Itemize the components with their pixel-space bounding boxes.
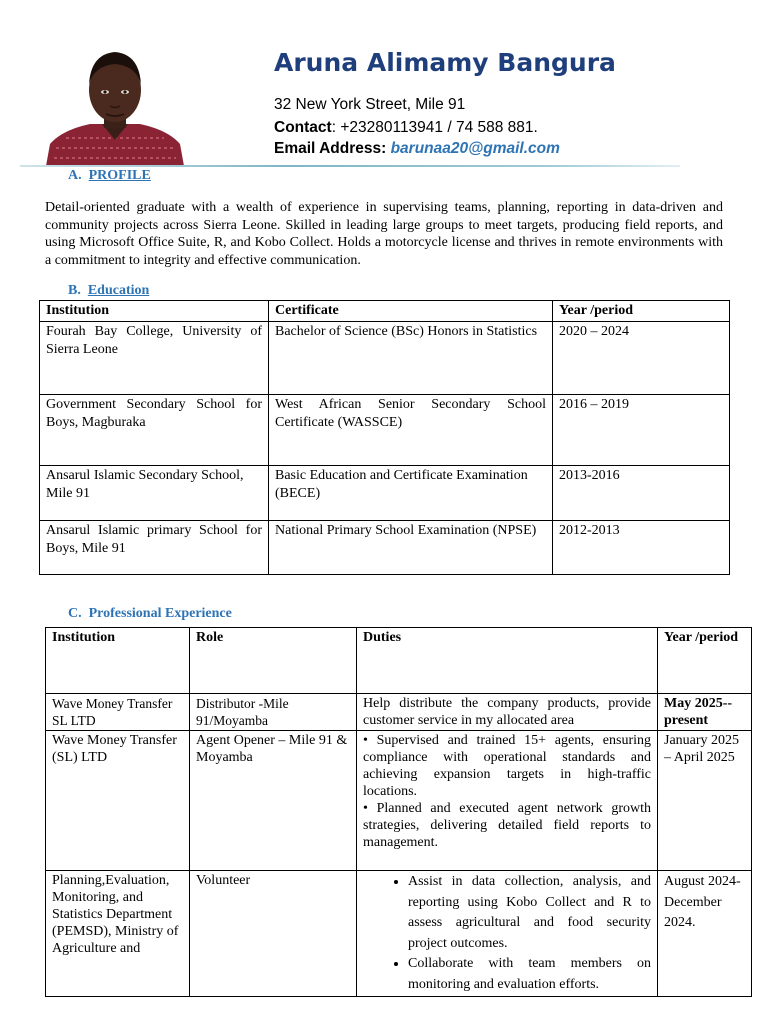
address-line: 32 New York Street, Mile 91 — [274, 96, 466, 113]
period-cell: 2012-2013 — [553, 521, 730, 575]
column-header: Institution — [46, 628, 190, 694]
section-heading-profile — [68, 168, 151, 184]
table-row — [46, 871, 752, 997]
header-divider — [20, 165, 680, 167]
education-table — [39, 300, 730, 575]
column-header: Certificate — [269, 301, 553, 322]
section-heading-education — [68, 283, 149, 299]
table-row — [40, 395, 730, 466]
period-cell: May 2025--present — [658, 694, 752, 731]
period-cell: 2013-2016 — [553, 466, 730, 521]
role-cell: Distributor -Mile 91/Moyamba — [190, 694, 357, 731]
role-cell: Agent Opener – Mile 91 & Moyamba — [190, 731, 357, 871]
email-line — [274, 140, 560, 158]
email-label: Email Address — [274, 140, 382, 157]
table-header-row — [40, 301, 730, 322]
table-header-row — [46, 628, 752, 694]
column-header: Institution — [40, 301, 269, 322]
institution-cell: Fourah Bay College, University of Sierra Leone — [40, 322, 269, 395]
contact-label: Contact — [274, 119, 332, 136]
candidate-name: Aruna Alimamy Bangura — [274, 48, 616, 77]
institution-cell: Wave Money Transfer SL LTD — [46, 694, 190, 731]
duties-cell — [357, 731, 658, 871]
table-row — [40, 322, 730, 395]
certificate-cell: Basic Education and Certificate Examination (BECE) — [269, 466, 553, 521]
period-cell: August 2024-December 2024. — [658, 871, 752, 997]
section-title: Professional Experience — [88, 606, 232, 621]
duties-cell — [357, 871, 658, 997]
certificate-cell: Bachelor of Science (BSc) Honors in Statistics — [269, 322, 553, 395]
institution-cell: Ansarul Islamic Secondary School, Mile 91 — [40, 466, 269, 521]
profile-summary: Detail-oriented graduate with a wealth of experience in supervising teams, planning, reporting in data-driven and community projects across Sierra Leone. Skilled in leading large groups to meet targets, producing field reports, and using Microsoft Office Suite, R, and Kobo Collect. Holds a motorcycle license and thrives in remote environments with a commitment to integrity and effective communication. — [45, 200, 723, 268]
list-item: • Collaborate with team members on monitoring and evaluation efforts. — [408, 954, 651, 995]
institution-cell: Planning,Evaluation, Monitoring, and Statistics Department (PEMSD), Ministry of Agriculture and — [46, 871, 190, 997]
profile-photo — [44, 44, 186, 166]
section-letter: A. — [68, 168, 82, 183]
section-letter: B. — [68, 283, 81, 298]
duty-item: • Planned and executed agent network growth strategies, delivering detailed field reports to management. — [363, 801, 651, 850]
email-separator: : — [381, 140, 387, 157]
period-cell: January 2025 – April 2025 — [658, 731, 752, 871]
period-cell: 2016 – 2019 — [553, 395, 730, 466]
table-row — [46, 731, 752, 871]
contact-line — [274, 119, 538, 137]
certificate-cell: National Primary School Examination (NPSE) — [269, 521, 553, 575]
duty-item: • Supervised and trained 15+ agents, ensuring compliance with operational standards and achieving expansion targets in high-traffic locations. — [363, 733, 651, 799]
table-row — [40, 466, 730, 521]
section-title: PROFILE — [88, 168, 151, 183]
institution-cell: Ansarul Islamic primary School for Boys, Mile 91 — [40, 521, 269, 575]
duty-list — [363, 872, 651, 995]
duties-cell: Help distribute the company products, provide customer service in my allocated area — [357, 694, 658, 731]
table-row — [46, 694, 752, 731]
column-header: Year /period — [658, 628, 752, 694]
list-item: • Assist in data collection, analysis, and reporting using Kobo Collect and R to assess agricultural and food security project outcomes. — [408, 872, 651, 954]
period-cell: 2020 – 2024 — [553, 322, 730, 395]
institution-cell: Government Secondary School for Boys, Magburaka — [40, 395, 269, 466]
certificate-cell: West African Senior Secondary School Certificate (WASSCE) — [269, 395, 553, 466]
experience-table — [45, 627, 752, 997]
column-header: Year /period — [553, 301, 730, 322]
portrait-image — [44, 44, 186, 166]
section-title: Education — [87, 283, 150, 298]
column-header: Duties — [357, 628, 658, 694]
email-link[interactable]: barunaa20@gmail.com — [390, 140, 560, 157]
section-heading-experience — [68, 606, 232, 622]
role-cell: Volunteer — [190, 871, 357, 997]
table-row — [40, 521, 730, 575]
section-letter: C. — [68, 606, 82, 621]
contact-value: : +23280113941 / 74 588 881. — [331, 119, 538, 136]
institution-cell: Wave Money Transfer (SL) LTD — [46, 731, 190, 871]
column-header: Role — [190, 628, 357, 694]
